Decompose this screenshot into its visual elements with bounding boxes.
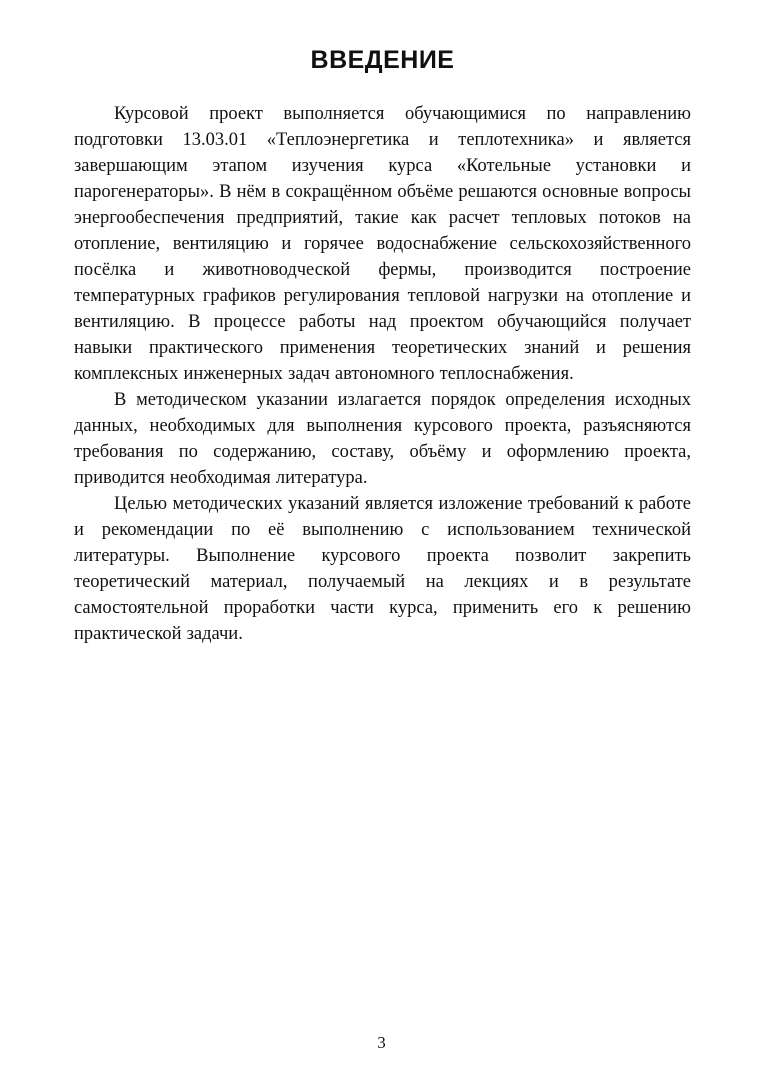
page-number: 3 (377, 1033, 386, 1052)
page-footer (0, 1033, 763, 1053)
paragraph: В методическом указании излагается порядок определения исходных данных, необходимых для выполнения курсового проекта, разъясняются требования по содержанию, составу, объёму и оформлению проекта, приводится необходимая литература. (74, 390, 691, 488)
paragraph: Целью методических указаний является изложение требований к работе и рекомендации по её выполнению с использованием технической литературы. Выполнение курсового проекта позволит закрепить теоретический материал, получаемый на лекциях и в результате самостоятельной проработки части курса, применить его к решению практической задачи. (74, 494, 691, 644)
page-title: ВВЕДЕНИЕ (310, 46, 455, 74)
paragraph: Курсовой проект выполняется обучающимися по направлению подготовки 13.03.01 «Теплоэнергетика и теплотехника» и является завершающим этапом изучения курса «Котельные установки и парогенераторы». В нём в сокращённом объёме решаются основные вопросы энергообеспечения предприятий, такие как расчет тепловых потоков на отопление, вентиляцию и горячее водоснабжение сельскохозяйственного посёлка и животноводческой фермы, производится построение температурных графиков регулирования тепловой нагрузки на отопление и вентиляцию. В процессе работы над проектом обучающийся получает навыки практического применения теоретических знаний и решения комплексных инженерных задач автономного теплоснабжения. (74, 104, 691, 384)
